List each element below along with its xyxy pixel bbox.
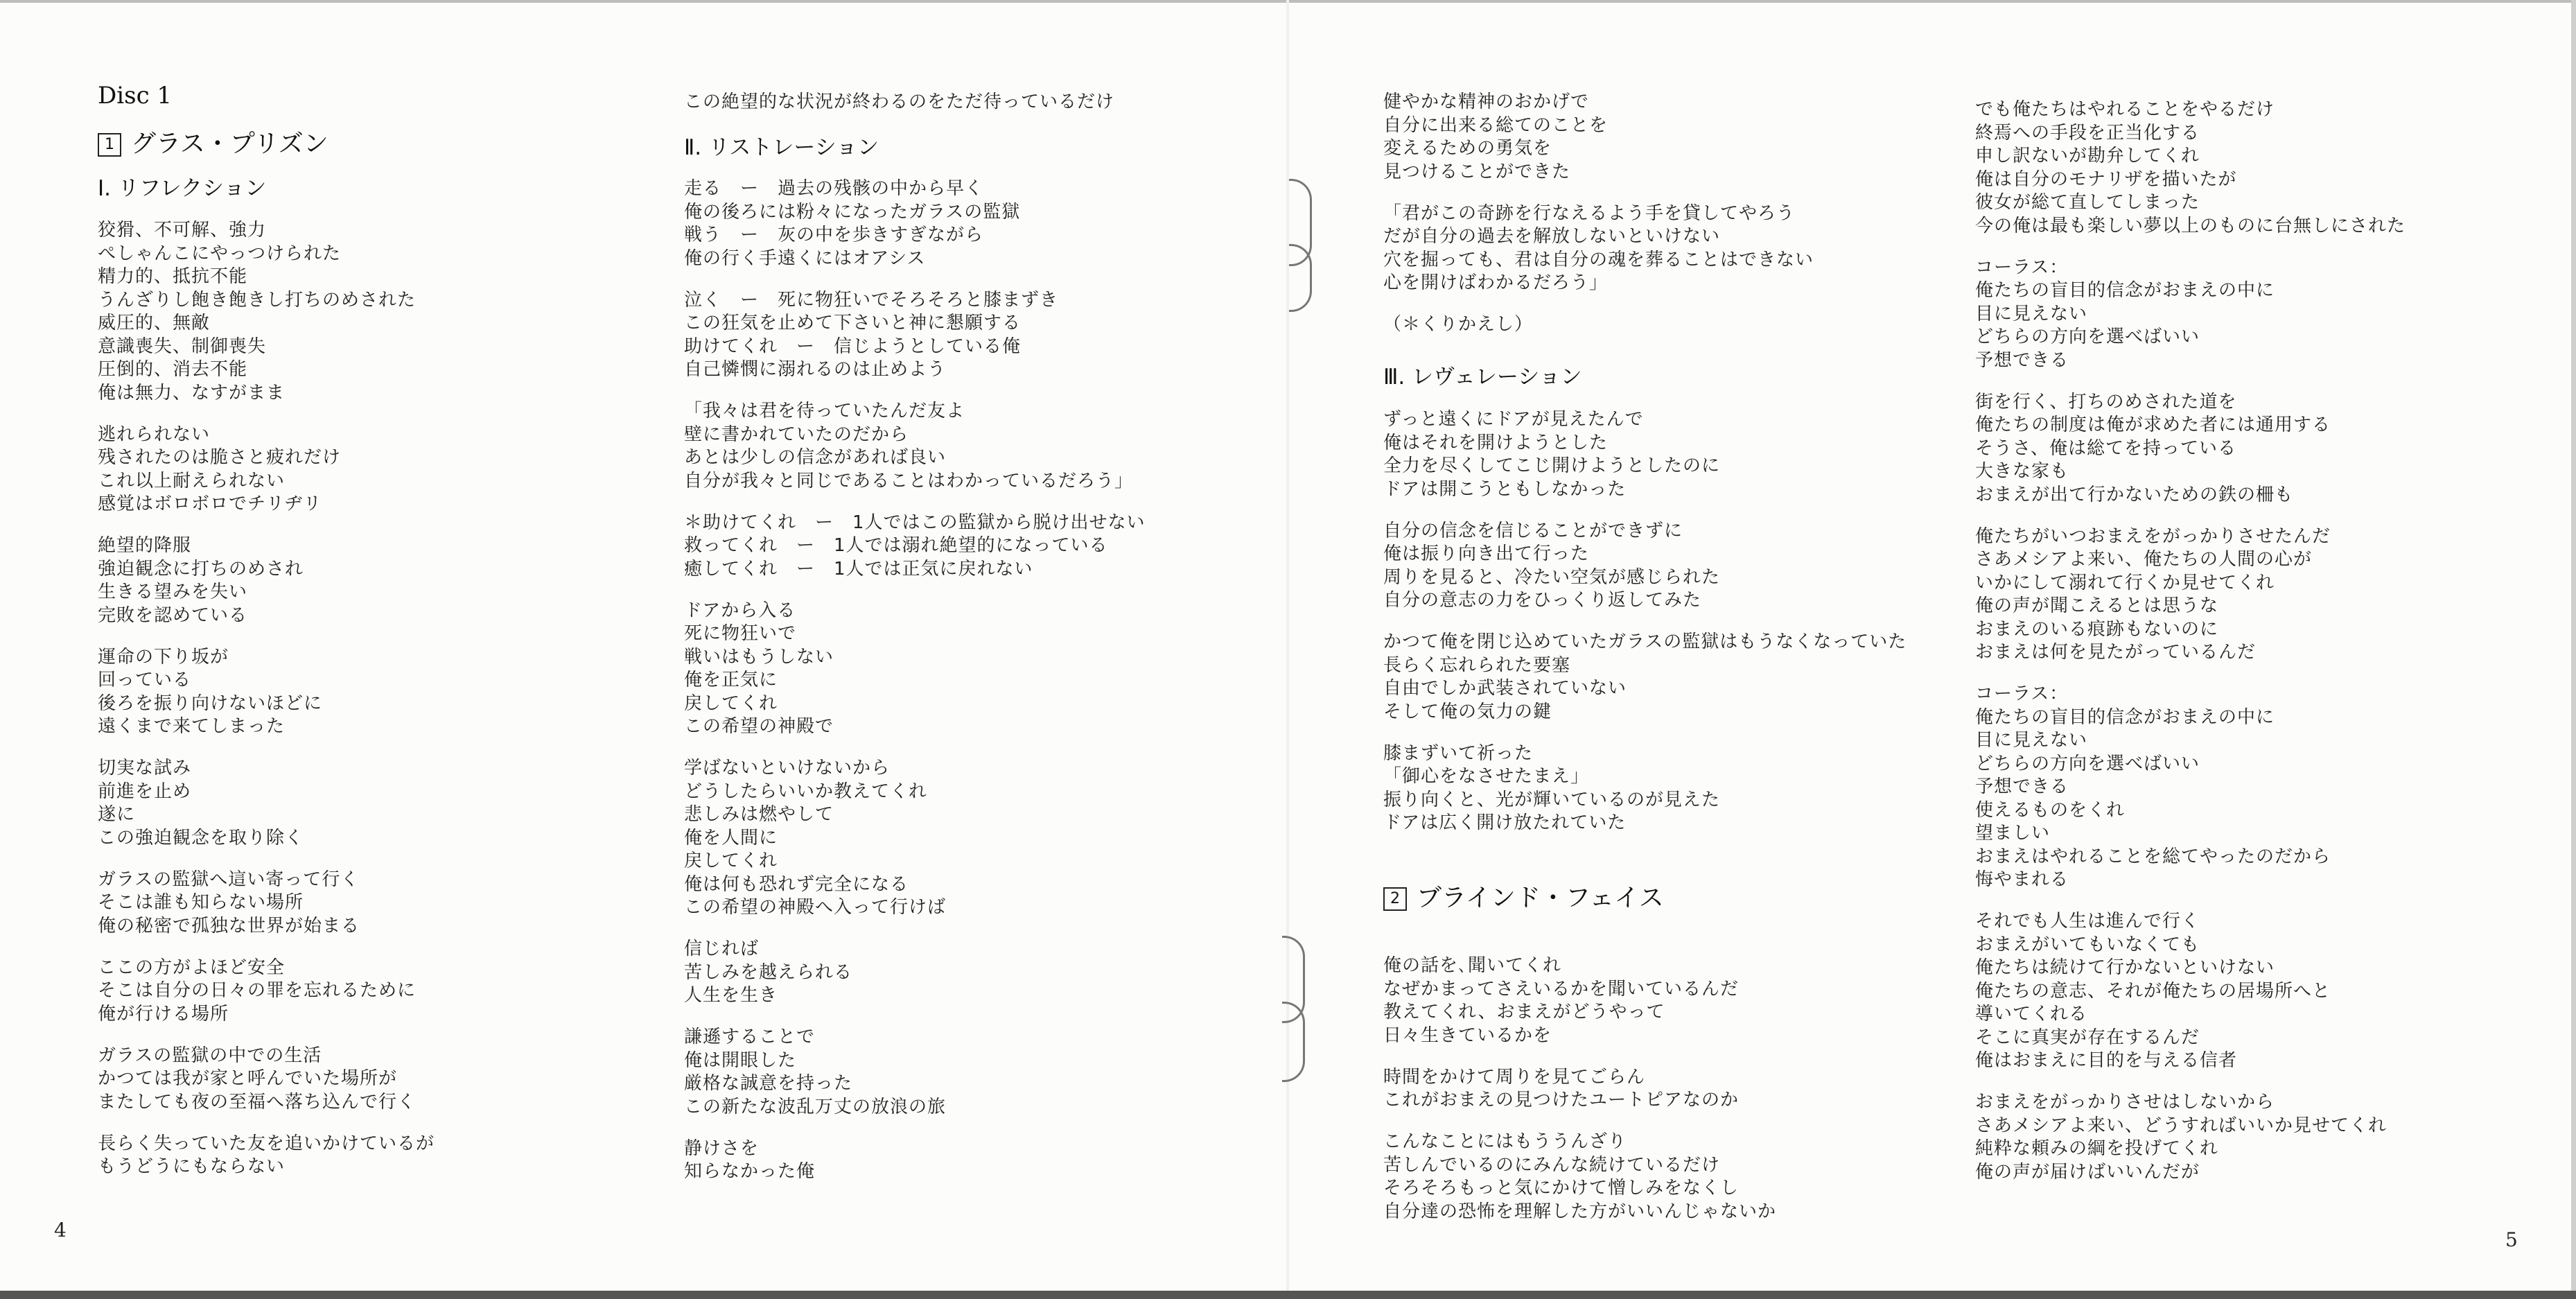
lyric-line: ドアから入る bbox=[684, 600, 796, 621]
lyric-line: 俺はそれを開けようとした bbox=[1383, 433, 1609, 453]
lyric-line: この狂気を止めて下さいと神に懇願する bbox=[684, 313, 1022, 333]
lyric-line: 戻してくれ bbox=[684, 851, 778, 871]
lyric-line: 助けてくれ ー 信じようとしている俺 bbox=[684, 336, 1022, 357]
lyric-line: さあメシアよ来い、どうすればいいか見せてくれ bbox=[1975, 1115, 2387, 1136]
lyric-line: 振り向くと、光が輝いているのが見えた bbox=[1383, 790, 1721, 810]
lyric-line: 威圧的、無敵 bbox=[98, 313, 211, 333]
lyric-line: かつては我が家と呼んでいた場所が bbox=[98, 1068, 398, 1089]
right-edge bbox=[2571, 0, 2576, 1299]
lyric-line: だが自分の過去を解放しないといけない bbox=[1383, 226, 1721, 247]
lyric-line: ぺしゃんこにやっつけられた bbox=[98, 243, 342, 264]
lyric-line: 厳格な誠意を持った bbox=[684, 1073, 853, 1094]
lyric-line: ガラスの監獄へ這い寄って行く bbox=[98, 869, 360, 890]
lyric-line: 導いてくれる bbox=[1975, 1004, 2088, 1025]
lyric-line: 後ろを振り向けないほどに bbox=[98, 693, 323, 714]
lyric-line: 予想できる bbox=[1975, 776, 2069, 797]
lyric-line: この絶望的な状況が終わるのをただ待っているだけ bbox=[684, 91, 1115, 112]
lyric-line: （＊くりかえし） bbox=[1383, 314, 1534, 335]
lyric-line: 俺が行ける場所 bbox=[98, 1004, 229, 1025]
track-number: 2 bbox=[1383, 887, 1407, 911]
margin-bracket bbox=[1289, 244, 1312, 312]
lyric-line: これ以上耐えられない bbox=[98, 471, 286, 491]
lyric-line: 謙遜することで bbox=[684, 1027, 816, 1047]
lyric-line: 走る ー 過去の残骸の中から早く bbox=[684, 178, 984, 199]
lyric-line: 自分の意志の力をひっくり返してみた bbox=[1383, 590, 1702, 611]
lyric-line: 苦しみを越えられる bbox=[684, 962, 853, 983]
lyric-line: 絶望的降服 bbox=[98, 535, 192, 556]
lyric-line: 俺を正気に bbox=[684, 670, 778, 690]
lyric-line: 望ましい bbox=[1975, 823, 2051, 844]
lyric-line: 自分に出来る総てのことを bbox=[1383, 115, 1609, 136]
lyric-line: ドアは開こうともしなかった bbox=[1383, 479, 1627, 500]
lyric-line: 俺を人間に bbox=[684, 828, 778, 848]
lyric-line: 学ばないといけないから bbox=[684, 758, 891, 778]
lyric-line: 俺の声が聞こえるとは思うな bbox=[1975, 595, 2219, 616]
lyric-line: 申し訳ないが勘弁してくれ bbox=[1975, 146, 2200, 166]
lyric-line: 目に見えない bbox=[1975, 304, 2088, 324]
lyric-line: そこに真実が存在するんだ bbox=[1975, 1027, 2200, 1048]
lyric-line: おまえをがっかりさせはしないから bbox=[1975, 1092, 2275, 1113]
lyric-line: 時間をかけて周りを見てごらん bbox=[1383, 1067, 1646, 1088]
page-number-right: 5 bbox=[2505, 1228, 2518, 1251]
lyric-line: この強迫観念を取り除く bbox=[98, 828, 304, 848]
lyric-line: 圧倒的、消去不能 bbox=[98, 359, 248, 380]
lyric-line: 遠くまで来てしまった bbox=[98, 716, 286, 737]
lyric-line: 心を開けばわかるだろう」 bbox=[1383, 272, 1609, 293]
lyric-line: 癒してくれ ー 1人では正気に戻れない bbox=[684, 559, 1033, 579]
lyric-line: ＊助けてくれ ー 1人ではこの監獄から脱け出せない bbox=[684, 512, 1146, 533]
lyric-line: この希望の神殿へ入って行けば bbox=[684, 897, 947, 918]
lyric-line: 見つけることができた bbox=[1383, 162, 1571, 182]
lyric-line: 俺は無力、なすがまま bbox=[98, 383, 286, 403]
lyric-line: 泣く ー 死に物狂いでそろそろと膝まずき bbox=[684, 290, 1059, 311]
track-title-text: グラス・プリズン bbox=[131, 130, 328, 158]
lyric-line: 今の俺は最も楽しい夢以上のものに台無しにされた bbox=[1975, 216, 2406, 236]
lyric-line: 俺たちは続けて行かないといけない bbox=[1975, 957, 2275, 978]
lyric-line: 俺たちの制度は俺が求めた者には通用する bbox=[1975, 415, 2331, 435]
lyric-line: それでも人生は進んで行く bbox=[1975, 911, 2200, 932]
lyric-line: どちらの方向を選べばいい bbox=[1975, 326, 2200, 347]
lyric-line: 日々生きているかを bbox=[1383, 1025, 1552, 1046]
lyric-line: 俺の話を､聞いてくれ bbox=[1383, 955, 1562, 976]
lyric-line: 逃れられない bbox=[98, 424, 211, 445]
lyric-line: 終焉への手段を正当化する bbox=[1975, 123, 2200, 143]
lyric-line: 精力的、抵抗不能 bbox=[98, 266, 248, 287]
lyric-line: これがおまえの見つけたユートピアなのか bbox=[1383, 1090, 1740, 1110]
lyric-line: 全力を尽くしてこじ開けようとしたのに bbox=[1383, 455, 1721, 476]
lyric-line: 膝まずいて祈った bbox=[1383, 743, 1534, 764]
lyric-line: そこは誰も知らない場所 bbox=[98, 892, 304, 913]
lyric-line: 長らく忘れられた要塞 bbox=[1383, 655, 1571, 676]
lyric-line: 戦いはもうしない bbox=[684, 647, 834, 668]
lyric-line: 自分の信念を信じることができずに bbox=[1383, 521, 1683, 541]
lyric-line: 「我々は君を待っていたんだ友よ bbox=[684, 401, 965, 421]
lyric-line: 静けさを bbox=[684, 1138, 760, 1159]
lyric-line: おまえがいてもいなくても bbox=[1975, 934, 2200, 955]
lyric-line: 長らく失っていた友を追いかけているが bbox=[98, 1133, 435, 1154]
lyric-line: 純粋な頼みの綱を投げてくれ bbox=[1975, 1138, 2219, 1159]
lyric-line: 壁に書かれていたのだから bbox=[684, 424, 909, 445]
lyric-line: 街を行く、打ちのめされた道を bbox=[1975, 392, 2237, 412]
section-heading: Ⅰ. リフレクション bbox=[98, 176, 267, 201]
lyric-line: 使えるものをくれ bbox=[1975, 800, 2126, 821]
lyric-line: 「君がこの奇跡を行なえるよう手を貸してやろう bbox=[1383, 203, 1796, 224]
lyric-line: 大きな家も bbox=[1975, 461, 2069, 482]
lyric-line: さあメシアよ来い、俺たちの人間の心が bbox=[1975, 549, 2313, 570]
lyric-line: なぜかまってさえいるかを聞いているんだ bbox=[1383, 979, 1740, 1000]
lyric-line: 救ってくれ ー 1人では溺れ絶望的になっている bbox=[684, 535, 1108, 556]
lyric-line: この希望の神殿で bbox=[684, 716, 834, 737]
margin-bracket bbox=[1282, 1002, 1305, 1082]
track-title-text: ブラインド・フェイス bbox=[1417, 884, 1664, 912]
lyric-line: 人生を生き bbox=[684, 985, 778, 1006]
lyric-line: 教えてくれ、おまえがどうやって bbox=[1383, 1002, 1665, 1022]
lyric-line: 俺の秘密で孤独な世界が始まる bbox=[98, 916, 360, 936]
lyric-line: 苦しんでいるのにみんな続けているだけ bbox=[1383, 1155, 1721, 1176]
lyric-line: あとは少しの信念があれば良い bbox=[684, 447, 947, 468]
lyric-line: でも俺たちはやれることをやるだけ bbox=[1975, 99, 2275, 120]
lyric-line: ガラスの監獄の中での生活 bbox=[98, 1045, 322, 1066]
lyric-line: 周りを見ると、冷たい空気が感じられた bbox=[1383, 567, 1721, 588]
lyric-line: 自己憐憫に溺れるのは止めよう bbox=[684, 359, 947, 380]
lyric-line: 俺の声が届けばいいんだが bbox=[1975, 1162, 2200, 1183]
lyric-line: 信じれば bbox=[684, 939, 760, 959]
lyric-line: 自分達の恐怖を理解した方がいいんじゃないか bbox=[1383, 1201, 1777, 1222]
lyric-line: 残されたのは脆さと疲れだけ bbox=[98, 447, 342, 468]
lyric-line: 俺の後ろには粉々になったガラスの監獄 bbox=[684, 202, 1021, 223]
lyric-line: 自分が我々と同じであることはわかっているだろう」 bbox=[684, 471, 1134, 491]
lyric-line: またしても夜の至福へ落ち込んで行く bbox=[98, 1092, 417, 1113]
lyric-line: いかにして溺れて行くか見せてくれ bbox=[1975, 573, 2275, 593]
lyric-line: ずっと遠くにドアが見えたんで bbox=[1383, 409, 1644, 430]
lyric-line: 予想できる bbox=[1975, 350, 2069, 371]
lyric-line: 死に物狂いで bbox=[684, 623, 797, 644]
lyric-line: おまえのいる痕跡もないのに bbox=[1975, 619, 2219, 640]
lyric-line: どうしたらいいか教えてくれ bbox=[684, 781, 928, 802]
lyric-line: 戻してくれ bbox=[684, 693, 778, 714]
lyric-line: 狡猾、不可解、強力 bbox=[98, 220, 267, 241]
lyric-line: 穴を掘っても、君は自分の魂を葬ることはできない bbox=[1383, 250, 1814, 270]
lyric-line: ここの方がよほど安全 bbox=[98, 957, 286, 978]
lyric-line: そして俺の気力の鍵 bbox=[1383, 701, 1552, 722]
lyric-line: そろそろもっと気にかけて憎しみをなくし bbox=[1383, 1178, 1740, 1198]
page-number-left: 4 bbox=[54, 1219, 67, 1241]
lyric-line: 健やかな精神のおかげで bbox=[1383, 91, 1590, 112]
lyric-line: コーラス： bbox=[1975, 257, 2069, 278]
lyric-line: 俺たちの意志、それが俺たちの居場所へと bbox=[1975, 981, 2331, 1002]
lyric-line: 悔やまれる bbox=[1975, 869, 2069, 890]
disc-label: Disc 1 bbox=[98, 82, 173, 110]
lyric-line: 俺は開眼した bbox=[684, 1050, 797, 1071]
lyric-line: 戦う ー 灰の中を歩きすぎながら bbox=[684, 225, 984, 245]
lyric-line: 自由でしか武装されていない bbox=[1383, 678, 1627, 699]
lyric-line: かつて俺を閉じ込めていたガラスの監獄はもうなくなっていた bbox=[1383, 631, 1907, 652]
lyric-line: こんなことにはもううんざり bbox=[1383, 1131, 1627, 1152]
lyric-line: うんざりし飽き飽きし打ちのめされた bbox=[98, 290, 417, 311]
bottom-edge bbox=[0, 1291, 2576, 1299]
lyric-line: 強迫観念に打ちのめされ bbox=[98, 559, 304, 579]
lyric-line: 前進を止め bbox=[98, 781, 192, 802]
lyric-line: おまえは何を見たがっているんだ bbox=[1975, 642, 2257, 663]
lyric-line: おまえが出て行かないための鉄の柵も bbox=[1975, 485, 2294, 505]
lyric-line: 俺の行く手遠くにはオアシス bbox=[684, 248, 926, 269]
lyric-line: 俺は何も恐れず完全になる bbox=[684, 874, 909, 895]
track-title bbox=[98, 129, 328, 159]
lyric-line: 変えるための勇気を bbox=[1383, 138, 1552, 159]
section-heading: Ⅱ. リストレーション bbox=[684, 135, 879, 160]
lyric-line: 俺たちがいつおまえをがっかりさせたんだ bbox=[1975, 526, 2331, 547]
lyric-line: 彼女が総て直してしまった bbox=[1975, 192, 2200, 213]
lyric-line: コーラス： bbox=[1975, 683, 2069, 704]
lyric-line: 生きる望みを失い bbox=[98, 582, 248, 602]
lyric-line: この新たな波乱万丈の放浪の旅 bbox=[684, 1097, 947, 1117]
lyric-line: 回っている bbox=[98, 670, 192, 690]
lyric-line: そうさ、俺は総てを持っている bbox=[1975, 438, 2236, 459]
lyric-line: 切実な試み bbox=[98, 758, 192, 778]
lyric-line: 俺たちの盲目的信念がおまえの中に bbox=[1975, 707, 2275, 728]
lyric-line: そこは自分の日々の罪を忘れるために bbox=[98, 980, 417, 1001]
track-number: 1 bbox=[98, 133, 121, 157]
lyric-line: 感覚はボロボロでチリヂリ bbox=[98, 494, 322, 514]
lyric-line: 俺は振り向き出て行った bbox=[1383, 543, 1590, 564]
lyric-line: どちらの方向を選べばいい bbox=[1975, 753, 2200, 774]
lyric-line: 目に見えない bbox=[1975, 730, 2088, 751]
section-heading: Ⅲ. レヴェレーション bbox=[1383, 365, 1582, 390]
lyric-line: もうどうにもならない bbox=[98, 1156, 286, 1177]
lyric-line: 「御心をなさせたまえ」 bbox=[1383, 766, 1590, 787]
lyric-line: 完敗を認めている bbox=[98, 605, 248, 626]
lyric-line: 運命の下り坂が bbox=[98, 647, 229, 668]
lyric-line: 俺はおまえに目的を与える信者 bbox=[1975, 1050, 2238, 1071]
lyric-line: 遂に bbox=[98, 804, 136, 825]
lyric-line: ドアは広く開け放たれていた bbox=[1383, 812, 1627, 833]
lyric-line: 意識喪失、制御喪失 bbox=[98, 336, 267, 357]
lyric-line: 悲しみは燃やして bbox=[684, 804, 834, 825]
track-title bbox=[1383, 883, 1664, 914]
lyric-line: 知らなかった俺 bbox=[684, 1161, 816, 1182]
lyric-line: 俺は自分のモナリザを描いたが bbox=[1975, 169, 2237, 190]
lyric-line: おまえはやれることを総てやったのだから bbox=[1975, 846, 2331, 867]
lyric-line: 俺たちの盲目的信念がおまえの中に bbox=[1975, 280, 2275, 301]
